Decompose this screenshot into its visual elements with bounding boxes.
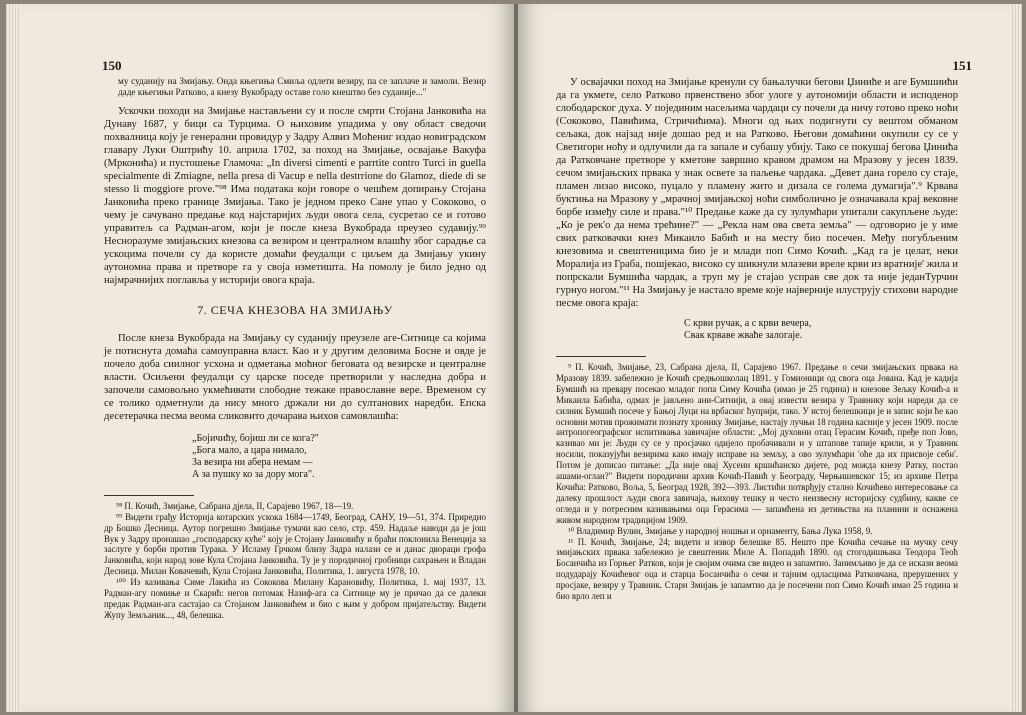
footnote: ¹⁰⁰ Из казивања Симе Лакића из Сококова Милану Карановићу, Политика, 1. мај 1937, 13. Радман-агу помиње и Скарић: негов потомак Назиф-ага са Ситнице му је причао да се далеки предак Радман-ага састајао са Стојаном Јанковићем и био с њим у добром пријатељству. Видети Жупу Земљаник..., 48, белешка. xyxy=(104,577,486,620)
left-page xyxy=(6,4,514,712)
footnote: ¹¹ П. Кочић, Змијање, 24; видети и извор белешке 85. Нешто пре Кочића сечање на мучку сечу змијањских првака забележио је свештеник Миле А. Попадић 1890. од стогодишњака Теодора Теоћ Босанчића из Горњег Ратков, који је својим очима све видео и запамтио. Занимљиво је да се искази веома подударају Кочићевог оца и старца Босанчића о сечи и тајним одласцима Ратковчана, прерушених у просјаке, везиру у Травник. Старн Змијањ је запамтио да је посечени поп Симо Кочић имао 25 година и био врло леп и xyxy=(556,536,958,602)
verse-line: За везира ни абера немам — xyxy=(192,456,313,468)
page-edges xyxy=(6,4,20,712)
right-page xyxy=(518,4,1022,712)
verse-block xyxy=(684,318,958,342)
footnote: ¹⁰ Владимир Вулин, Змијање у народној ношњи и орнаменту, Бања Лука 1958, 9. xyxy=(568,525,873,536)
page-number: 151 xyxy=(952,58,972,73)
section-heading: 7. СЕЧА КНЕЗОВА НА ЗМИЈАЊУ xyxy=(197,302,393,317)
verse-line: А за пушку ко за дору мога". xyxy=(192,468,315,480)
page-number: 150 xyxy=(102,58,122,73)
footnote: ⁹⁸ П. Кочић, Змијање, Сабрана дјела, II, Сарајево 1967, 18—19. xyxy=(116,500,354,511)
verse-line: „Бојичићу, бојиш ли се кога?" xyxy=(192,432,319,444)
block-quote: му суданију на Змијању. Онда књегиња Смиља одлети везиру, па се заплаче и замоли. Везир даде књегињи Ратково, а кнезу Вукобраду оставе голо кнештво без суданије..." xyxy=(118,76,486,98)
verse-line: Свак крваве жваће залогаје. xyxy=(684,330,803,341)
verse-line: С крви ручак, а с крви вечера, xyxy=(684,318,812,329)
left-text-column xyxy=(104,76,486,621)
paragraph: Ускочки походи на Змијање настављени су и после смрти Стојана Јанковића на Дунаву 1687, у бици са Турцима. О њиховим упадима у ову област сведочи похвалница коју је генерални провидур у Задру Алвиз Мoћениг издао новиградском главару Луки Оштрићу 10. априла 1702, за поход на Змијање, освајање Вакуфа (Мрконића) и пустошење Гламоча: „In diversi cimenti e parrtite contro Turci in guella specialmente di Zmiagne, nella presa di Vacup e nella destrrione do Glamoz, diede di se stesso li moggiore prove."⁹⁸ Има података који говоре о чешћем допирању Стојана Јанковића преко границе Змијања. Тако је једном прекo Сане упао у Сококово, о чему је сачувано предање код најстаријих људи овога села, сусретао се и готово управитељ са Радман-агом, који је после кнеза Вукобрада преузео судавију.⁹⁹ Несноразуме змијањских кнезова са везиром и централном влашћу због сарадње са ускоцима почели су да користе домаћи феудалци с циљем да Змијању укину аутономна права и претворе га у своја изметишта. На помолу је било једно од најмрачнијих поглавља у историји овога краја. xyxy=(104,105,486,286)
verse-line: „Бога мало, а цара нимало, xyxy=(192,444,307,456)
right-text-column xyxy=(556,76,958,602)
page-edges xyxy=(1010,4,1022,712)
footnote: ⁹ П. Кочић, Змијање, 23, Сабрана дјела, II, Сарајево 1967. Предање о сечи змијањских првака на Мразову 1839. забележио је Кочић средњошколац 1891. у Гомионици од свога оца Јована. Кад је кадија Бумшић на превару посекао младог попа Симу Кочића (имао је 25 година) и кнезове Зељку Кочић-а и Микаила Бабића, одмах је јављено ани-Ситнији, а овај извести везира у Травнику који нареди да се силник Бумшић посече у Бањој Луци на врбаског ћуприји, тако. У истој белешкици је и запис који ће као основни мотив прожимати познату хронику Змијање, настају лучњи 18 година касније у јесен 1909. после антропогеографског испитивања завичајне области: „Мој духовни отац Герасим Кочић, пређе поп Јово, казивао ми је: Људи су се у просјачко одијело пробачивали и у штапове тапије крили, и у Травник носили, показујући везирима како имају исправе на земљу, а ово зулумћари 'оће да их присвоје себи'. Потом је дописао питање: „Да није овај Хусеин кршићанско дијете, род можда кнезу Ратку, постао ашами-оглан?" Видети породични архив Кочић-Павић у Београду, Черњишевског 15; из архиве Петра Кочића: Ратково, Воља, 5, Београд 1928, 392—393. Листићи потврђују стално Кочићево интересовање са далеку прошлост људи свога завичаја, њихову тешку и често неизвесну историјску судбину, какве се огледа и у потресним казивањима оца Герасима — запамћена из детињства на планини и оснажена живом народном традицијом 1909. xyxy=(556,362,958,525)
paragraph: У освајачки поход на Змијање кренули су бањалучки бегови Џиниће и аге Бумшиићи да га укмете, село Ратково првенствено због улоге у аутономији области и исподенор слободарског духа. У појединим насељима чардаци су почели да ничу готово преко ноћи (Сококово, Павићима, Стричићима). Многи од њих подигнути су вештом обманом сељака, док најзад није дошао ред и на Ратково. Његови домаћини окупили су се у Светигори ноћу и одлучили да га запале и субашу убију. Тако се покушај бегова Џинића да Ратковчане претворе у кметове завршио кравом драмом на Мразову у јесен 1839. сечом змијањских првака у знак освете за паљење чардака. „Девет дана горело су стаје, пламен лизао високо, пуцало у пламену жито и дизала се голема думагија".⁹ Крвава буктиња на Мразову у „мрачној змијањској ноћи симболично је означавала крај вековне борбе између силе и права."¹⁰ Предање каже да су зулумћари упитали сакупљене људе: „Ко је рек'о да нема трећине?" — „Рекла нам ова света земља" — одговорио је у име свих ратковачки кнез Микаило Бабић и на месту био посечен. Међу погубљеним кнезовима и свештеницима био је и млади поп Симо Кочић. „Кад га је целат, неки Моралија из Граба, пошјекао, високо су шикнули млазеви вреле крви из вратније' жила и попрскали Бумшића чардак, а труп му је стајао усправ све док та није једанТурчин гурнуо ногом."¹¹ На Змијању је настало време које најверније илуструју стихови народне песме овога краја: xyxy=(556,77,958,309)
verse-block xyxy=(192,433,486,481)
paragraph: После кнеза Вукобрада на Змијању су суданију преузеле аге-Ситнице са којима је потиснута домаћа самоуправна власт. Као и у другим деловима Босне и овде је почело доба сиилног усхона и одметања моћног беговата од везирске и централне власти. Осиљени феудалци су царске поседе претворили у наследна добра и започели самовољно укмећивати слободне тежаке православне вере. Временом су се толико одметнули да нису много држали ни до султанових наредби. Епска десетерачка песма веома сликовито дочарава њихов самовлашћа: xyxy=(104,332,486,422)
open-book xyxy=(6,4,1022,712)
footnote-rule xyxy=(104,495,194,496)
footnote-rule xyxy=(556,356,646,357)
footnote: ⁹⁹ Видети грађу Историја котарских ускока 1684—1749, Београд, САНУ, 19—51, 374. Приредио др Бошко Десница. Аутор погрешно Змијање тумачи као село, стр. 459. Надаље наводи да је још Вук у Задру пронашао „господарску куће" коју је Стојану Јанковићу и браћи поклонила Венеција за заслуге у борби против Турака. У Исламу Грчком близу Задра налази се и данас двораци грофа Јанковића, који народ зове Кула Стојана Јанковића. Ту је у породичној гробници сахрањен и Владан Десница. Милан Ковачевић, Кула Стојана Јанковића, Политика, 1. августа 1978, 10. xyxy=(104,511,486,577)
